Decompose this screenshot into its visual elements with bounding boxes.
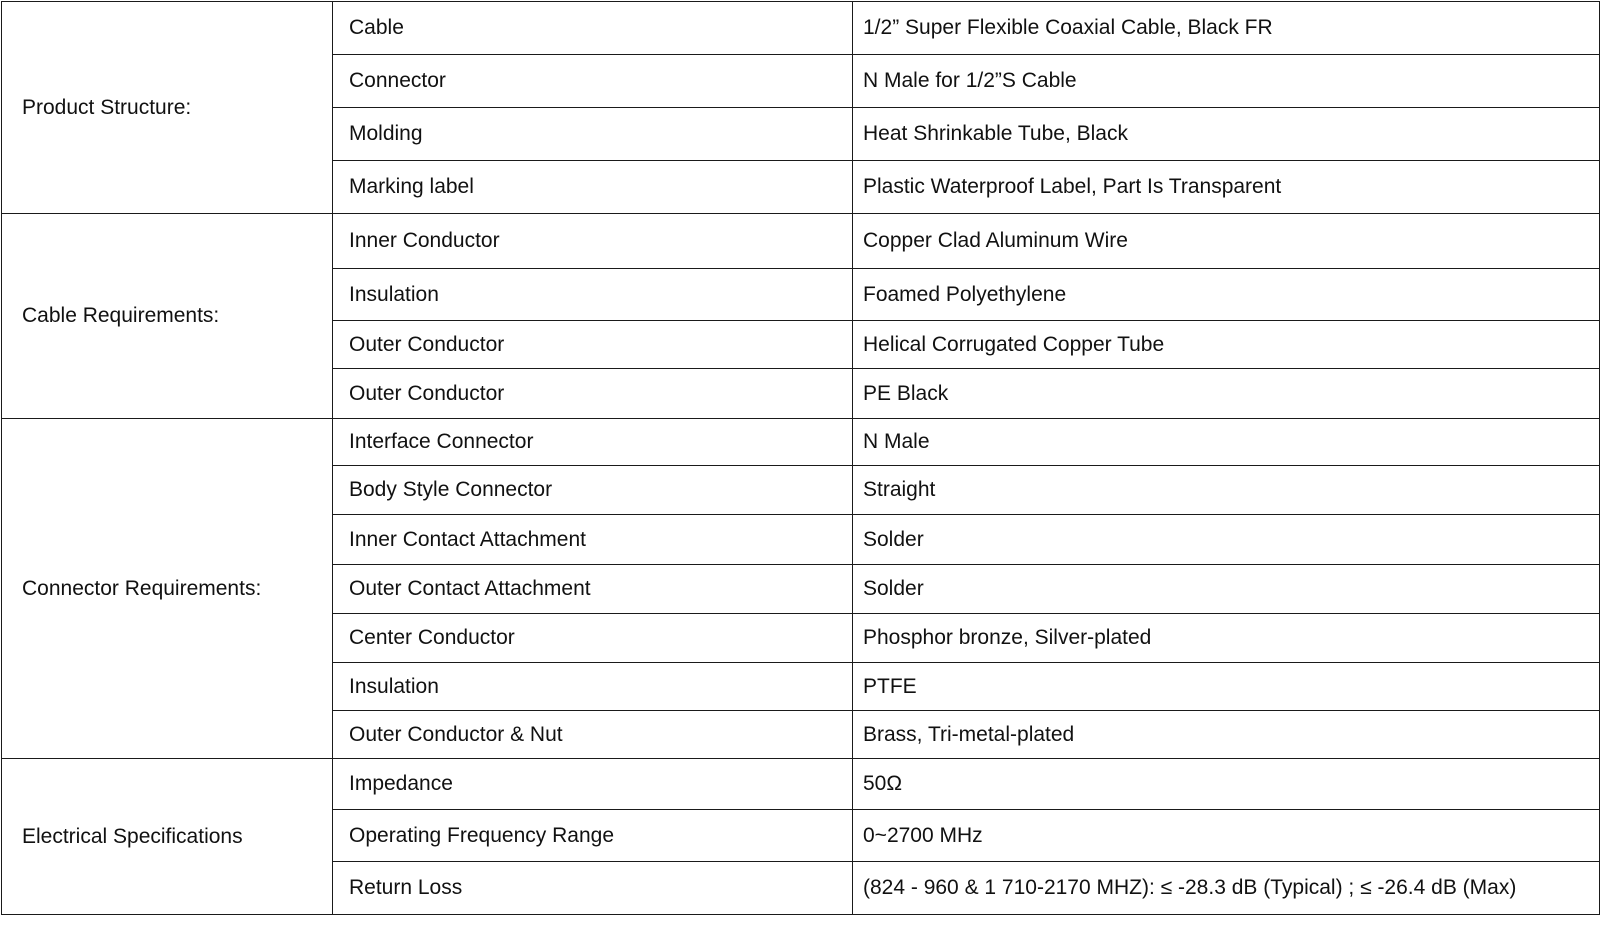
property-value: Heat Shrinkable Tube, Black [853,108,1600,161]
group-label: Product Structure: [2,2,333,214]
property-value: 1/2” Super Flexible Coaxial Cable, Black FR [853,2,1600,55]
group-label: Connector Requirements: [2,419,333,759]
property-value: N Male [853,419,1600,466]
property-value: Brass, Tri-metal-plated [853,711,1600,759]
property-value: 0~2700 MHz [853,810,1600,862]
property-name: Operating Frequency Range [333,810,853,862]
property-name: Cable [333,2,853,55]
property-value: Foamed Polyethylene [853,269,1600,321]
property-name: Insulation [333,269,853,321]
property-name: Outer Conductor [333,369,853,419]
property-value: PTFE [853,663,1600,711]
property-name: Return Loss [333,862,853,915]
spec-table-body [2,2,1600,915]
group-label: Cable Requirements: [2,214,333,419]
property-name: Marking label [333,161,853,214]
property-value: 50Ω [853,759,1600,810]
property-value: Copper Clad Aluminum Wire [853,214,1600,269]
property-value: Straight [853,466,1600,515]
spec-row [2,214,1600,269]
property-name: Inner Conductor [333,214,853,269]
property-name: Outer Contact Attachment [333,565,853,614]
property-value: N Male for 1/2”S Cable [853,55,1600,108]
property-value: PE Black [853,369,1600,419]
property-name: Center Conductor [333,614,853,663]
property-name: Inner Contact Attachment [333,515,853,565]
group-label: Electrical Specifications [2,759,333,915]
property-value: (824 - 960 & 1 710-2170 MHZ): ≤ -28.3 dB (Typical) ; ≤ -26.4 dB (Max) [853,862,1600,915]
property-name: Insulation [333,663,853,711]
spec-row [2,419,1600,466]
property-name: Impedance [333,759,853,810]
property-name: Molding [333,108,853,161]
property-value: Phosphor bronze, Silver-plated [853,614,1600,663]
property-name: Outer Conductor [333,321,853,369]
property-value: Solder [853,515,1600,565]
spec-table [1,1,1600,915]
property-value: Plastic Waterproof Label, Part Is Transparent [853,161,1600,214]
property-value: Helical Corrugated Copper Tube [853,321,1600,369]
property-name: Connector [333,55,853,108]
property-name: Interface Connector [333,419,853,466]
spec-row [2,2,1600,55]
property-name: Outer Conductor & Nut [333,711,853,759]
property-name: Body Style Connector [333,466,853,515]
property-value: Solder [853,565,1600,614]
spec-row [2,759,1600,810]
